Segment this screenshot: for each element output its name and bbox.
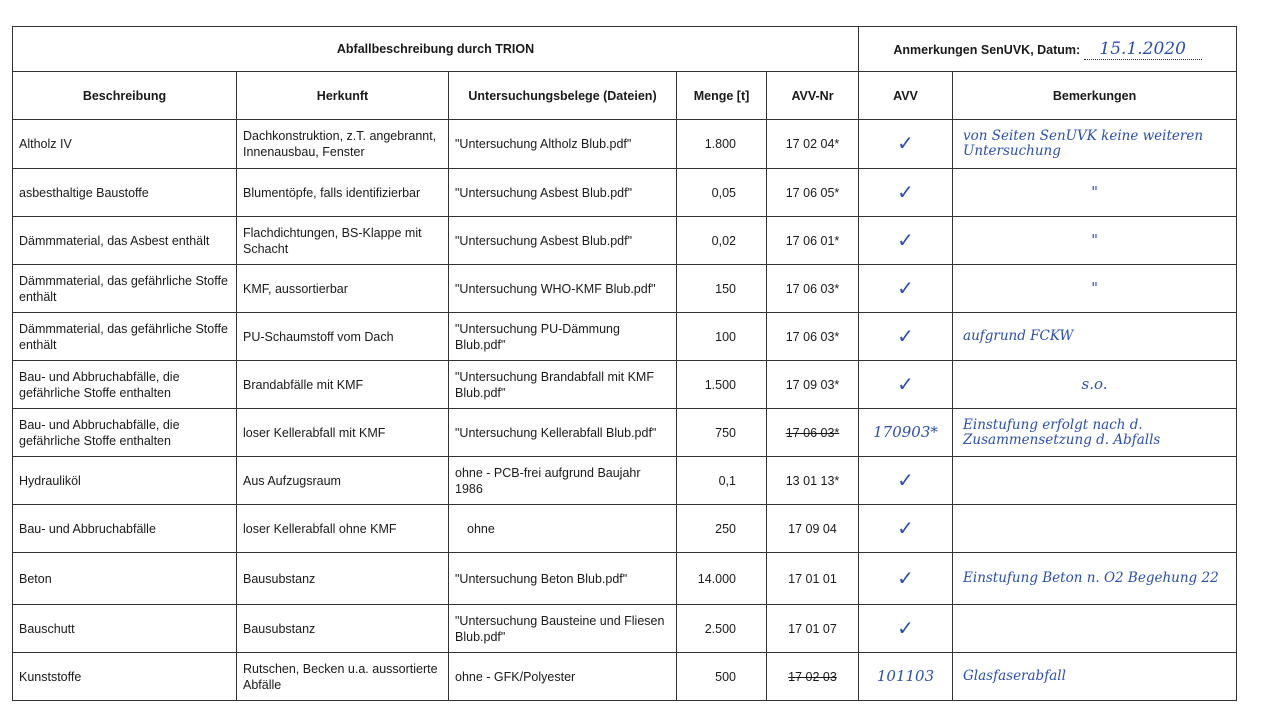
- cell-menge: 150: [677, 265, 767, 313]
- column-header: Menge [t]: [677, 72, 767, 120]
- column-header: AVV-Nr: [767, 72, 859, 120]
- cell-avv-nr: 17 01 01: [767, 553, 859, 605]
- cell-avv-nr: 17 06 01*: [767, 217, 859, 265]
- cell-bemerkung: von Seiten SenUVK keine weiteren Untersuchung: [953, 120, 1237, 169]
- table-row: [13, 457, 1237, 505]
- cell-beleg: ohne - GFK/Polyester: [449, 653, 677, 701]
- column-header: AVV: [859, 72, 953, 120]
- cell-bemerkung: s.o.: [953, 361, 1237, 409]
- cell-beschreibung: Dämmmaterial, das gefährliche Stoffe enthält: [13, 313, 237, 361]
- cell-herkunft: Blumentöpfe, falls identifizierbar: [237, 169, 449, 217]
- cell-beleg: "Untersuchung Asbest Blub.pdf": [449, 217, 677, 265]
- cell-bemerkung: Glasfaserabfall: [953, 653, 1237, 701]
- table-row: [13, 605, 1237, 653]
- cell-beleg: "Untersuchung Kellerabfall Blub.pdf": [449, 409, 677, 457]
- cell-avv-nr: 17 06 03*: [767, 313, 859, 361]
- cell-menge: 750: [677, 409, 767, 457]
- column-header: Bemerkungen: [953, 72, 1237, 120]
- waste-table: [12, 26, 1237, 701]
- cell-menge: 500: [677, 653, 767, 701]
- cell-bemerkung: ": [953, 217, 1237, 265]
- cell-bemerkung: ": [953, 265, 1237, 313]
- cell-beleg: "Untersuchung Altholz Blub.pdf": [449, 120, 677, 169]
- cell-bemerkung: Einstufung Beton n. O2 Begehung 22: [953, 553, 1237, 605]
- cell-avv: ✓: [859, 169, 953, 217]
- cell-bemerkung: ": [953, 169, 1237, 217]
- cell-herkunft: Rutschen, Becken u.a. aussortierte Abfälle: [237, 653, 449, 701]
- cell-herkunft: loser Kellerabfall mit KMF: [237, 409, 449, 457]
- column-header: Untersuchungsbelege (Dateien): [449, 72, 677, 120]
- cell-beschreibung: Bau- und Abbruchabfälle, die gefährliche Stoffe enthalten: [13, 409, 237, 457]
- cell-beleg: "Untersuchung Beton Blub.pdf": [449, 553, 677, 605]
- cell-menge: 0,02: [677, 217, 767, 265]
- cell-avv: ✓: [859, 553, 953, 605]
- cell-herkunft: Brandabfälle mit KMF: [237, 361, 449, 409]
- cell-beleg: ohne: [449, 505, 677, 553]
- cell-avv: ✓: [859, 457, 953, 505]
- cell-beleg: "Untersuchung Brandabfall mit KMF Blub.pdf": [449, 361, 677, 409]
- cell-avv-nr: 17 02 03: [767, 653, 859, 701]
- table-row: [13, 361, 1237, 409]
- cell-beleg: "Untersuchung Bausteine und Fliesen Blub.pdf": [449, 605, 677, 653]
- cell-menge: 2.500: [677, 605, 767, 653]
- cell-beleg: ohne - PCB-frei aufgrund Baujahr 1986: [449, 457, 677, 505]
- cell-beleg: "Untersuchung Asbest Blub.pdf": [449, 169, 677, 217]
- cell-herkunft: loser Kellerabfall ohne KMF: [237, 505, 449, 553]
- cell-avv: 101103: [859, 653, 953, 701]
- datum-value: 15.1.2020: [1084, 39, 1202, 60]
- cell-bemerkung: [953, 605, 1237, 653]
- cell-herkunft: Bausubstanz: [237, 605, 449, 653]
- cell-bemerkung: [953, 505, 1237, 553]
- cell-menge: 1.800: [677, 120, 767, 169]
- cell-menge: 0,1: [677, 457, 767, 505]
- cell-avv-nr: 17 09 04: [767, 505, 859, 553]
- cell-beschreibung: Kunststoffe: [13, 653, 237, 701]
- cell-herkunft: KMF, aussortierbar: [237, 265, 449, 313]
- cell-beschreibung: Bau- und Abbruchabfälle: [13, 505, 237, 553]
- cell-beleg: "Untersuchung PU-Dämmung Blub.pdf": [449, 313, 677, 361]
- cell-bemerkung: Einstufung erfolgt nach d. Zusammensetzung d. Abfalls: [953, 409, 1237, 457]
- cell-avv-nr: 17 06 03*: [767, 265, 859, 313]
- cell-beschreibung: asbesthaltige Baustoffe: [13, 169, 237, 217]
- table-row: [13, 553, 1237, 605]
- cell-menge: 14.000: [677, 553, 767, 605]
- column-header: Beschreibung: [13, 72, 237, 120]
- cell-avv: ✓: [859, 313, 953, 361]
- cell-beschreibung: Beton: [13, 553, 237, 605]
- cell-beschreibung: Altholz IV: [13, 120, 237, 169]
- cell-beschreibung: Dämmmaterial, das gefährliche Stoffe enthält: [13, 265, 237, 313]
- cell-avv: 170903*: [859, 409, 953, 457]
- cell-avv: ✓: [859, 361, 953, 409]
- table-row: [13, 265, 1237, 313]
- cell-avv-nr: 13 01 13*: [767, 457, 859, 505]
- section-title-senuvk: [859, 27, 1237, 72]
- table-row: [13, 313, 1237, 361]
- cell-avv: ✓: [859, 217, 953, 265]
- cell-avv: ✓: [859, 505, 953, 553]
- table-row: [13, 653, 1237, 701]
- cell-beschreibung: Hydrauliköl: [13, 457, 237, 505]
- cell-avv-nr: 17 06 03*: [767, 409, 859, 457]
- cell-herkunft: PU-Schaumstoff vom Dach: [237, 313, 449, 361]
- cell-menge: 100: [677, 313, 767, 361]
- cell-avv-nr: 17 09 03*: [767, 361, 859, 409]
- cell-menge: 1.500: [677, 361, 767, 409]
- cell-menge: 0,05: [677, 169, 767, 217]
- cell-herkunft: Dachkonstruktion, z.T. angebrannt, Innenausbau, Fenster: [237, 120, 449, 169]
- table-row: [13, 409, 1237, 457]
- cell-avv-nr: 17 01 07: [767, 605, 859, 653]
- column-header: Herkunft: [237, 72, 449, 120]
- cell-beleg: "Untersuchung WHO-KMF Blub.pdf": [449, 265, 677, 313]
- cell-herkunft: Aus Aufzugsraum: [237, 457, 449, 505]
- table-row: [13, 505, 1237, 553]
- cell-menge: 250: [677, 505, 767, 553]
- table-row: [13, 217, 1237, 265]
- cell-beschreibung: Bau- und Abbruchabfälle, die gefährliche Stoffe enthalten: [13, 361, 237, 409]
- cell-herkunft: Flachdichtungen, BS-Klappe mit Schacht: [237, 217, 449, 265]
- datum-label: Anmerkungen SenUVK, Datum:: [893, 42, 1081, 57]
- cell-beschreibung: Bauschutt: [13, 605, 237, 653]
- cell-bemerkung: [953, 457, 1237, 505]
- section-title-trion: Abfallbeschreibung durch TRION: [13, 27, 859, 72]
- cell-bemerkung: aufgrund FCKW: [953, 313, 1237, 361]
- cell-avv-nr: 17 02 04*: [767, 120, 859, 169]
- cell-beschreibung: Dämmmaterial, das Asbest enthält: [13, 217, 237, 265]
- cell-herkunft: Bausubstanz: [237, 553, 449, 605]
- table-row: [13, 169, 1237, 217]
- cell-avv: ✓: [859, 605, 953, 653]
- cell-avv: ✓: [859, 265, 953, 313]
- table-row: [13, 120, 1237, 169]
- cell-avv: ✓: [859, 120, 953, 169]
- cell-avv-nr: 17 06 05*: [767, 169, 859, 217]
